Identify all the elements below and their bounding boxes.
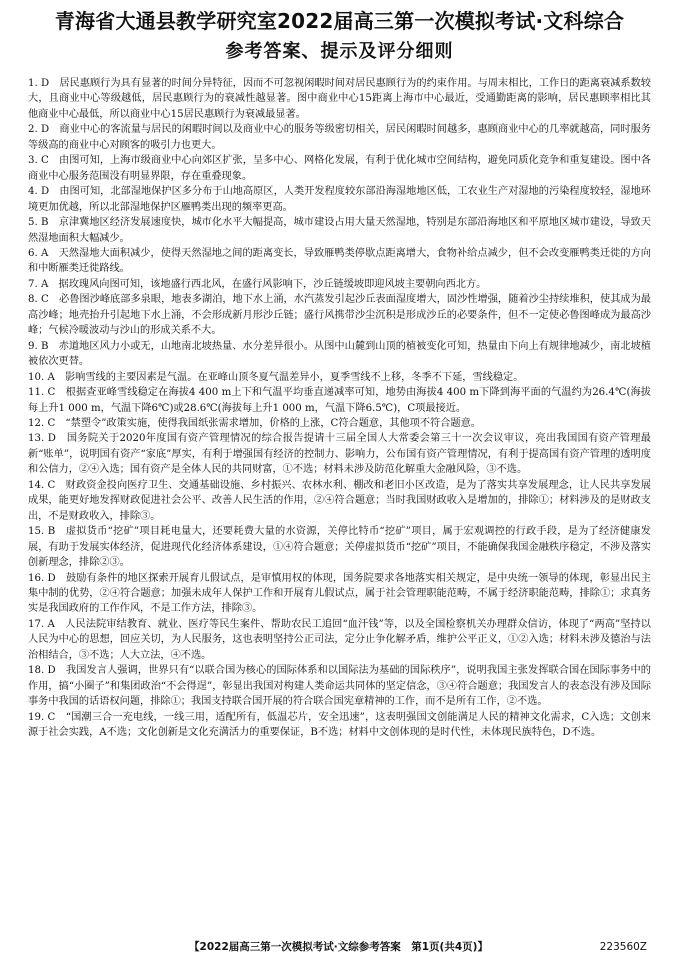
- answer-item: 17. A 人民法院审结教育、就业、医疗等民生案件、帮助农民工追回“血汗钱”等，以及全国检察机关办理群众信访，体现了“两高”坚持以人民为中心的思想，回应关切，为人民服务，这也表明坚持公正司法，定分止争化解矛盾，维护公平正义，①②入选；材料未涉及德治与法治相结合，③不选；人大立法，④不选。: [28, 618, 651, 661]
- footer-page-info: 【2022届高三第一次模拟考试·文综参考答案 第1页(共4页)】: [189, 941, 488, 953]
- answer-item: 10. A 影响雪线的主要因素是气温。在亚峰山顶冬夏气温差异小，夏季雪线不上移，冬季不下延，雪线稳定。: [28, 371, 524, 383]
- answer-item: 3. C 由图可知，上海市级商业中心向郊区扩张，呈多中心、网格化发展，有利于优化城市空间结构，避免同质化竞争和重复建设。图中各商业中心服务范围没有明显界限，存在重叠现象。: [28, 155, 651, 182]
- answer-item: 2. D 商业中心的客流量与居民的闲暇时间以及商业中心的服务等级密切相关，居民闲暇时间越多，惠顾商业中心的几率就越高，同时服务等级高的商业中心对顾客的吸引力也更大。: [28, 124, 651, 151]
- page-subtitle: 参考答案、提示及评分细则: [225, 41, 454, 62]
- answer-item: 5. B 京津冀地区经济发展速度快，城市化水平大幅提高，城市建设占用大量天然湿地，特别是东部沿海地区和平原地区城市建设，导致天然湿地面积大幅减少。: [28, 217, 651, 244]
- answer-item: 13. D 国务院关于2020年度国有资产管理情况的综合报告提请十三届全国人大常委会第三十一次会议审议，亮出我国国有资产管理最新“账单”，说明国有资产“家底”厚实，有利于增强国有经济的控制力、影响力，公布国有资产管理情况，有利于提高国有资产管理的透明度和公信力，②④入选；国有资产是全体人民的共同财富，①不选；材料未涉及防范化解重大金融风险，③不选。: [28, 433, 651, 476]
- page-title: 青海省大通县教学研究室2022届高三第一次模拟考试·文科综合: [54, 9, 625, 33]
- answer-item: 6. A 天然湿地大面积减少，使得天然湿地之间的距离变长，导致雁鸭类停歇点距离增大，食物补给点减少，但不会改变雁鸭类迁徙的方向和中断雁类迁徙路线。: [28, 247, 651, 275]
- answer-item: 15. B 虚拟货币“挖矿”项目耗电量大，还要耗费大量的水资源，关停比特币“挖矿”项目，属于宏观调控的行政手段，是为了经济健康发展，有助于发展实体经济，促进现代化经济体系建设，①④符合题意；关停虚拟货币“挖矿”项目，不能确保我国金融秩序稳定，不涉及落实创新理念，排除②③。: [28, 526, 651, 569]
- answer-list: [28, 76, 651, 740]
- answer-item: 8. C 必鲁图沙峰底部多泉眼，地表多湖泊，地下水上涌，水汽蒸发引起沙丘表面湿度增大，固沙性增强，随着沙尘持续堆积，使其成为最高沙峰；地壳抬升引起地下水上涌，不会形成新月形沙丘链；盛行风携带沙尘沉积是形成沙丘的必要条件，但不一定使必鲁图峰成为最高沙峰；气候冷暖波动与沙山的形成关系不大。: [28, 294, 651, 337]
- answer-item: 11. C 根据查亚峰雪线稳定在海拔4 400 m上下和气温平均垂直递减率可知，地势由海拔4 400 m下降到海平面的气温约为26.4℃(海拔每上升1 000 m，气温下降6℃)或28.6℃(海拔每上升1 000 m，气温下降6.5℃)，C项最接近。: [28, 387, 651, 414]
- answer-item: 1. D 居民惠顾行为具有显著的时间分异特征，因而不可忽视闲暇时间对居民惠顾行为的约束作用。与周末相比，工作日的距离衰减系数较大，且商业中心等级越低，居民惠顾行为的衰减性越显著。图中商业中心15距离上海市中心最近，受通勤距离的影响，居民惠顾率相比其他商业中心最低，所以商业中心15居民惠顾行为衰减最显著。: [28, 78, 651, 120]
- answer-item: 7. A 据玫瑰风向图可知，该地盛行西北风，在盛行风影响下，沙丘链缓坡即迎风坡主要朝向西北方。: [28, 278, 487, 290]
- answer-item: 19. C “国潮三合一充电线，一线三用，适配所有，低温芯片，安全迅速”，这表明强国文创能满足人民的精神文化需求，C入选；文创来源于社会实践，A不选；文化创新是文化充满活力的重要保证，B不选；材料中文创体现的是时代性，未体现民族特色，D不选。: [28, 711, 651, 739]
- answer-item: 14. C 财政资金投向医疗卫生、交通基础设施、乡村振兴、农林水利、棚改和老旧小区改造，是为了落实共享发展理念，让人民共享发展成果，能更好地发挥财政促进社会公平、改善人民生活的作用，②④符合题意；当时我国财政收入是增加的，排除①；材料涉及的是财政支出，不是财政收入，排除③。: [28, 479, 651, 522]
- answer-item: 16. D 鼓励有条件的地区探索开展育儿假试点，是审慎用权的体现，国务院要求各地落实相关规定，是中央统一领导的体现，彰显出民主集中制的优势，②④符合题意；加强未成年人保护工作和开展育儿假试点，属于社会管理职能范畴，不属于经济职能范畴，排除①；求真务实是我国政府的工作作风，不是工作方法，排除③。: [28, 572, 651, 615]
- footer-code: 223560Z: [599, 941, 647, 953]
- page-footer: [0, 939, 677, 955]
- answer-item: 9. B 赤道地区风力小或无，山地南北坡热量、水分差异很小。从图中山麓到山顶的植被变化可知，热量由下向上有规律地减少，南北坡植被依次更替。: [28, 340, 651, 368]
- answer-item: 4. D 由图可知，北部湿地保护区多分布于山地高原区，人类开发程度较东部沿海湿地地区低，工农业生产对湿地的污染程度较轻，湿地环境更加优越，所以北部湿地保护区雁鸭类出现的频率更高。: [28, 186, 651, 213]
- answer-item: 12. C “禁塑令”政策实施，使得我国纸张需求增加，价格的上涨，C符合题意，其他项不符合题意。: [28, 417, 481, 429]
- answer-item: 18. D 我国发言人强调，世界只有“以联合国为核心的国际体系和以国际法为基础的国际秩序”，说明我国主张发挥联合国在国际事务中的作用，搞“小圈子”和集团政治“不会得逞”，彰显出我国对构建人类命运共同体的坚定信念，③④符合题意；我国发言人的表态没有涉及国际事务中我国的话语权问题，排除①；我国支持联合国开展的符合联合国宪章精神的工作，而不是所有工作，②不选。: [28, 665, 651, 708]
